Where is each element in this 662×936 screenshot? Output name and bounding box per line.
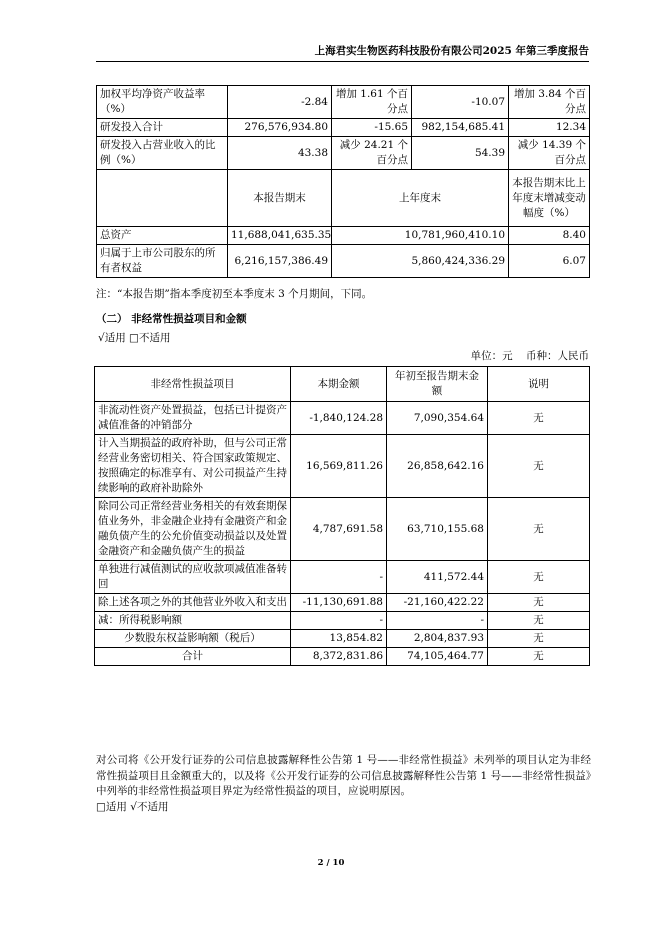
table-row xyxy=(97,119,590,137)
item-cell: 除同公司正常经营业务相关的有效套期保值业务外，非金融企业持有金融资产和金融负债产生的公允价值变动损益以及处置金融资产和金融负债产生的损益 xyxy=(95,498,291,561)
header-period-end: 本报告期末 xyxy=(228,170,332,227)
row-label: 加权平均净资产收益率（%） xyxy=(97,86,228,119)
row-label: 研发投入占营业收入的比例（%） xyxy=(97,137,228,170)
ytd-cell: 26,858,642.16 xyxy=(387,435,488,498)
ytd-cell: 63,710,155.68 xyxy=(387,498,488,561)
current-cell: - xyxy=(291,612,387,630)
header-last-year-end: 上年度末 xyxy=(332,170,509,227)
current-value: 43.38 xyxy=(228,137,332,170)
period-end-value: 6,216,157,386.49 xyxy=(228,245,332,278)
item-cell: 单独进行减值测试的应收款项减值准备转回 xyxy=(95,561,291,594)
table-row xyxy=(97,245,590,278)
current-cell: 13,854.82 xyxy=(291,630,387,648)
ytd-change: 12.34 xyxy=(509,119,590,137)
ytd-cell: 2,804,837.93 xyxy=(387,630,488,648)
ytd-cell: 411,572.44 xyxy=(387,561,488,594)
current-cell: 16,569,811.26 xyxy=(291,435,387,498)
row-label: 研发投入合计 xyxy=(97,119,228,137)
table-header-row xyxy=(95,367,590,402)
item-cell: 计入当期损益的政府补助，但与公司正常经营业务密切相关、符合国家政策规定、按照确定的标准享有、对公司损益产生持续影响的政府补助除外 xyxy=(95,435,291,498)
desc-cell: 无 xyxy=(488,402,590,435)
item-cell: 合计 xyxy=(95,648,291,666)
desc-cell: 无 xyxy=(488,498,590,561)
current-change: -15.65 xyxy=(332,119,412,137)
desc-cell: 无 xyxy=(488,594,590,612)
explanation-paragraph: 对公司将《公开发行证券的公司信息披露解释性公告第 1 号——非经常性损益》未列举的项目认定为非经常性损益项目且金额重大的，以及将《公开发行证券的公司信息披露解释性公告第 1 号——非经常性损益》中列举的非经常性损益项目界定为经常性损益的项目，应说明原因。 xyxy=(96,754,591,797)
change-value: 8.40 xyxy=(509,227,590,245)
ytd-change: 增加 3.84 个百分点 xyxy=(509,86,590,119)
current-value: -2.84 xyxy=(228,86,332,119)
item-cell: 非流动性资产处置损益，包括已计提资产减值准备的冲销部分 xyxy=(95,402,291,435)
header-desc: 说明 xyxy=(488,367,590,402)
row-label: 归属于上市公司股东的所有者权益 xyxy=(97,245,228,278)
table-total-row xyxy=(95,648,590,666)
ytd-cell: 74,105,464.77 xyxy=(387,648,488,666)
desc-cell: 无 xyxy=(488,561,590,594)
table-row xyxy=(97,86,590,119)
table-row xyxy=(95,402,590,435)
header-ytd: 年初至报告期末金额 xyxy=(387,367,488,402)
last-year-end-value: 10,781,960,410.10 xyxy=(332,227,509,245)
period-end-value: 11,688,041,635.35 xyxy=(228,227,332,245)
table-row xyxy=(95,435,590,498)
row-label: 总资产 xyxy=(97,227,228,245)
ytd-cell: 7,090,354.64 xyxy=(387,402,488,435)
unit-currency-label: 单位：元 币种：人民币 xyxy=(470,350,589,362)
header-current: 本期金额 xyxy=(291,367,387,402)
ytd-change: 减少 14.39 个百分点 xyxy=(509,137,590,170)
current-cell: 4,787,691.58 xyxy=(291,498,387,561)
applicable-checkbox-line: √适用 □不适用 xyxy=(98,332,171,344)
current-change: 减少 24.21 个百分点 xyxy=(332,137,412,170)
table-row xyxy=(97,137,590,170)
current-cell: -1,840,124.28 xyxy=(291,402,387,435)
desc-cell: 无 xyxy=(488,630,590,648)
report-header: 上海君实生物医药科技股份有限公司2025 年第三季度报告 xyxy=(314,45,589,57)
table-row xyxy=(95,612,590,630)
header-change: 本报告期末比上年度末增减变动幅度（%） xyxy=(509,170,590,227)
item-cell: 减：所得税影响额 xyxy=(95,612,291,630)
current-cell: - xyxy=(291,561,387,594)
empty-header-cell xyxy=(97,170,228,227)
table-row xyxy=(95,561,590,594)
table-row xyxy=(95,498,590,561)
table-header-row xyxy=(97,170,590,227)
header-divider xyxy=(96,61,589,62)
item-cell: 少数股东权益影响额（税后） xyxy=(95,630,291,648)
ytd-value: 982,154,685.41 xyxy=(412,119,509,137)
non-recurring-gains-table xyxy=(94,366,590,666)
desc-cell: 无 xyxy=(488,648,590,666)
table-row xyxy=(95,630,590,648)
header-item: 非经常性损益项目 xyxy=(95,367,291,402)
current-cell: 8,372,831.86 xyxy=(291,648,387,666)
footnote: 注：“本报告期”指本季度初至本季度末 3 个月期间，下同。 xyxy=(96,288,373,300)
desc-cell: 无 xyxy=(488,435,590,498)
current-value: 276,576,934.80 xyxy=(228,119,332,137)
table-row xyxy=(95,594,590,612)
ytd-cell: - xyxy=(387,612,488,630)
change-value: 6.07 xyxy=(509,245,590,278)
desc-cell: 无 xyxy=(488,612,590,630)
ytd-value: 54.39 xyxy=(412,137,509,170)
ytd-cell: -21,160,422.22 xyxy=(387,594,488,612)
key-financials-table xyxy=(96,85,590,278)
current-cell: -11,130,691.88 xyxy=(291,594,387,612)
table-row xyxy=(97,227,590,245)
page-number: 2 / 10 xyxy=(317,858,345,868)
last-year-end-value: 5,860,424,336.29 xyxy=(332,245,509,278)
section-title: （二） 非经常性损益项目和金额 xyxy=(96,313,247,325)
item-cell: 除上述各项之外的其他营业外收入和支出 xyxy=(95,594,291,612)
current-change: 增加 1.61 个百分点 xyxy=(332,86,412,119)
ytd-value: -10.07 xyxy=(412,86,509,119)
applicable-checkbox-line-2: □适用 √不适用 xyxy=(96,801,169,813)
